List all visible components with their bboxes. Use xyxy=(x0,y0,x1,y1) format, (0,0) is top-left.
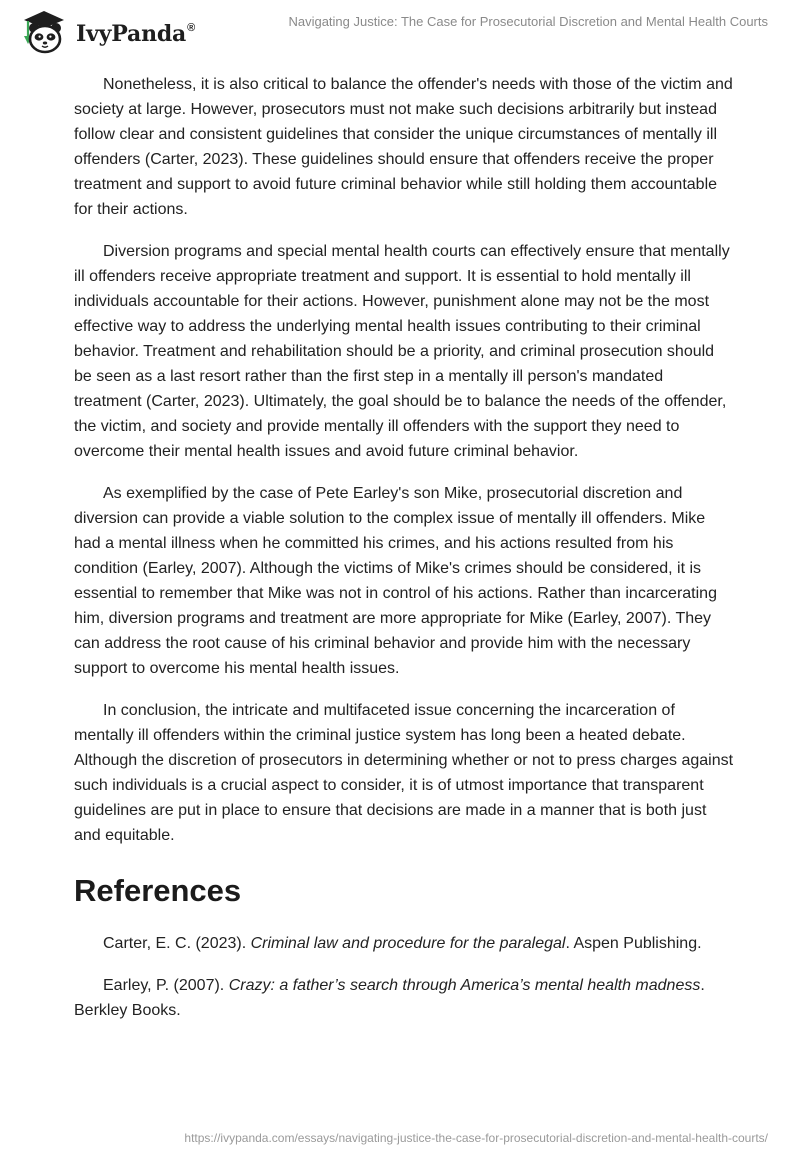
reference-title: Crazy: a father’s search through America’s mental health madness xyxy=(228,977,701,994)
source-url[interactable]: https://ivypanda.com/essays/navigating-justice-the-case-for-prosecutorial-discretion-and-mental-health-courts/ xyxy=(184,1131,768,1145)
body-paragraph: Nonetheless, it is also critical to balance the offender's needs with those of the victim and society at large. However, prosecutors must not make such decisions arbitrarily but instead follow clear and consistent guidelines that consider the unique circumstances of mentally ill offenders (Carter, 2023). These guidelines should ensure that offenders receive the proper treatment and support to avoid future criminal behavior while still holding them accountable for their actions. xyxy=(74,76,733,218)
body-paragraph: Diversion programs and special mental health courts can effectively ensure that mentally ill offenders receive appropriate treatment and support. It is essential to hold mentally ill individuals accountable for their actions. However, punishment alone may not be the most effective way to address the underlying mental health issues contributing to their criminal behavior. Treatment and rehabilitation should be a priority, and criminal prosecution should be seen as a last resort rather than the first step in a mentally ill person's mandated treatment (Carter, 2023). Ultimately, the goal should be to balance the needs of the offender, the victim, and society and provide mentally ill offenders with the support they need to overcome their mental health issues and avoid future criminal behavior. xyxy=(74,243,730,460)
essay-content xyxy=(74,72,734,1040)
reference-publisher: . Berkley Books. xyxy=(74,977,705,1019)
reference-entry xyxy=(74,931,734,956)
page-header xyxy=(0,0,800,60)
reference-title: Criminal law and procedure for the paralegal xyxy=(250,935,566,952)
document-title: Navigating Justice: The Case for Prosecutorial Discretion and Mental Health Courts xyxy=(288,14,768,29)
panda-graduate-logo-icon xyxy=(14,8,74,56)
references-heading: References xyxy=(74,873,242,908)
body-paragraph: As exemplified by the case of Pete Earley's son Mike, prosecutorial discretion and diversion can provide a viable solution to the complex issue of mentally ill offenders. Mike had a mental illness when he committed his crimes, and his actions resulted from his condition (Earley, 2007). Although the victims of Mike's crimes should be considered, it is essential to remember that Mike was not in control of his actions. Rather than incarcerating him, diversion programs and treatment are more appropriate for Mike (Earley, 2007). They can address the root cause of his criminal behavior and provide him with the necessary support to overcome his mental health issues. xyxy=(74,485,717,677)
reference-author-year: Carter, E. C. (2023). xyxy=(103,935,251,952)
brand-name: IvyPanda® xyxy=(76,21,196,47)
registered-mark: ® xyxy=(187,22,196,34)
reference-publisher: . Aspen Publishing. xyxy=(565,935,702,952)
reference-entry xyxy=(74,973,734,1023)
reference-author-year: Earley, P. (2007). xyxy=(103,977,229,994)
ivypanda-logo[interactable] xyxy=(14,8,195,56)
body-paragraph: In conclusion, the intricate and multifaceted issue concerning the incarceration of mentally ill offenders within the criminal justice system has long been a heated debate. Although the discretion of prosecutors in determining whether or not to press charges against such individuals is a crucial aspect to consider, it is of utmost importance that transparent guidelines are put in place to ensure that decisions are made in a manner that is both just and equitable. xyxy=(74,702,734,844)
